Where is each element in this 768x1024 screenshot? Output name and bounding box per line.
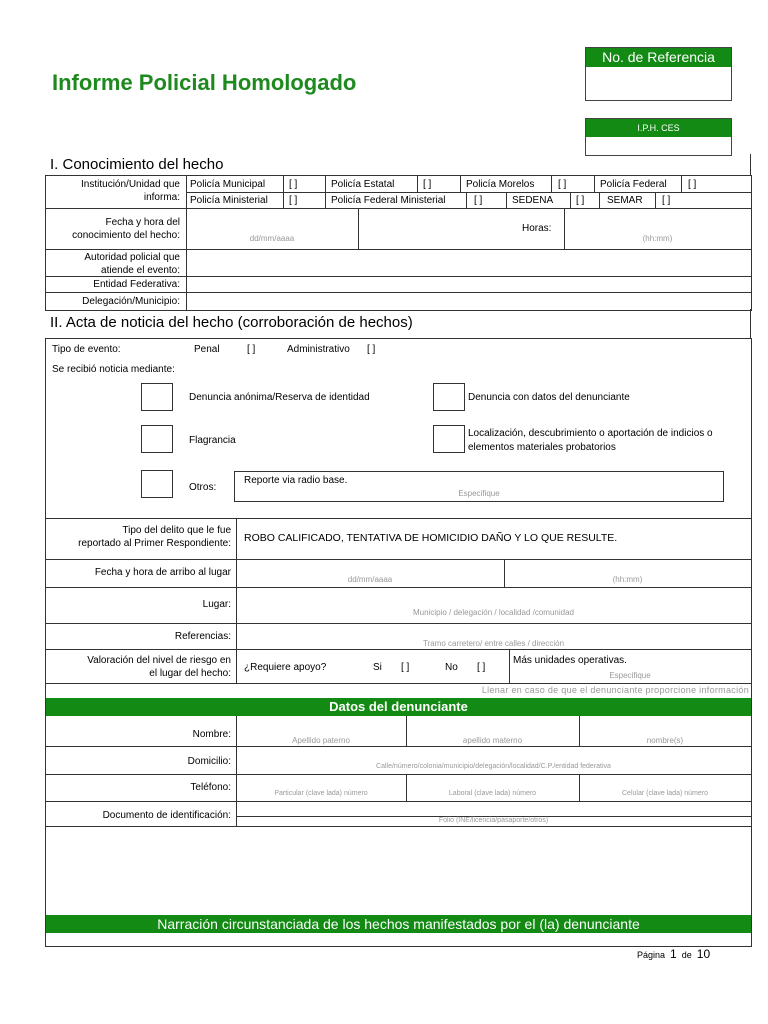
documento-label: Documento de identificación: xyxy=(102,810,231,821)
option-administrativo: Administrativo xyxy=(287,344,350,355)
domicilio-hint[interactable]: Calle/número/colonia/municipio/delegación/localidad/C.P./entidad federativa xyxy=(376,763,611,770)
iph-ces-box[interactable] xyxy=(585,118,732,156)
iph-ces-label: I.P.H. CES xyxy=(586,119,731,137)
flagrancia-label: Flagrancia xyxy=(189,435,236,446)
checkbox-otros[interactable] xyxy=(141,470,173,498)
horas-label: Horas: xyxy=(522,223,552,234)
option-no: No xyxy=(445,662,458,673)
denunciante-heading: Datos del denunciante xyxy=(46,698,751,716)
tipo-delito-value[interactable]: ROBO CALIFICADO, TENTATIVA DE HOMICIDIO DAÑO Y LO QUE RESULTE. xyxy=(244,532,618,544)
entidad-label: Entidad Federativa: xyxy=(93,279,180,290)
option-policia-morelos: Policía Morelos xyxy=(466,179,535,190)
tel-laboral-hint[interactable]: Laboral (clave lada) número xyxy=(448,790,537,797)
tel-particular-hint[interactable]: Particular (clave lada) número xyxy=(274,790,368,797)
option-semar: SEMAR xyxy=(607,195,643,206)
autoridad-label: Autoridad policial que atiende el evento: xyxy=(84,252,180,276)
tel-celular-hint[interactable]: Celular (clave lada) número xyxy=(622,790,708,797)
checkbox-policia-estatal[interactable]: [ ] xyxy=(423,179,432,190)
checkbox-denuncia-datos[interactable] xyxy=(433,383,465,411)
option-penal: Penal xyxy=(194,344,220,355)
tipo-evento-label: Tipo de evento: xyxy=(52,344,121,355)
reference-number-box[interactable] xyxy=(585,47,732,101)
checkbox-no[interactable]: [ ] xyxy=(477,662,486,673)
arribo-label: Fecha y hora de arribo al lugar xyxy=(94,567,231,578)
requiere-apoyo-label: ¿Requiere apoyo? xyxy=(244,662,327,673)
checkbox-policia-federal[interactable]: [ ] xyxy=(688,179,697,190)
referencias-hint[interactable]: Tramo carretero/ entre calles / dirección xyxy=(422,639,565,648)
section-1-table xyxy=(45,175,752,311)
localizacion-label: Localización, descubrimiento o aportación de indicios o elementos materiales probatorios xyxy=(468,428,713,453)
checkbox-policia-ministerial[interactable]: [ ] xyxy=(289,195,298,206)
checkbox-administrativo[interactable]: [ ] xyxy=(367,344,376,355)
arribo-time-hint[interactable]: (hh:mm) xyxy=(612,575,643,584)
institucion-label: Institución/Unidad que informa: xyxy=(81,179,180,203)
mas-unidades-hint: Especifique xyxy=(609,671,651,680)
option-policia-federal: Policía Federal xyxy=(600,179,667,190)
domicilio-label: Domicilio: xyxy=(187,756,231,767)
option-sedena: SEDENA xyxy=(512,195,554,206)
tipo-delito-label: Tipo del delito que le fue reportado al Primer Respondiente: xyxy=(78,525,231,549)
referencias-label: Referencias: xyxy=(174,631,231,642)
apellido-paterno-hint[interactable]: Apellido paterno xyxy=(292,736,350,745)
checkbox-policia-municipal[interactable]: [ ] xyxy=(289,179,298,190)
fecha-conocimiento-hint[interactable]: dd/mm/aaaa xyxy=(249,234,295,243)
narracion-heading: Narración circunstanciada de los hechos manifestados por el (la) denunciante xyxy=(46,915,751,933)
page-number: Página 1 de 10 xyxy=(637,947,711,961)
checkbox-localizacion[interactable] xyxy=(433,425,465,453)
horas-hint[interactable]: (hh:mm) xyxy=(642,234,673,243)
checkbox-semar[interactable]: [ ] xyxy=(662,195,671,206)
mas-unidades-value[interactable]: Más unidades operativas. xyxy=(513,655,627,666)
checkbox-flagrancia[interactable] xyxy=(141,425,173,453)
checkbox-policia-federal-ministerial[interactable]: [ ] xyxy=(474,195,483,206)
checkbox-denuncia-anonima[interactable] xyxy=(141,383,173,411)
denuncia-anonima-label: Denuncia anónima/Reserva de identidad xyxy=(189,392,370,403)
option-policia-ministerial: Policía Ministerial xyxy=(190,195,268,206)
lugar-hint[interactable]: Municipio / delegación / localidad /comunidad xyxy=(413,608,574,617)
nombres-hint[interactable]: nombre(s) xyxy=(646,736,684,745)
option-policia-federal-ministerial: Policía Federal Ministerial xyxy=(331,195,446,206)
checkbox-sedena[interactable]: [ ] xyxy=(576,195,585,206)
otros-input[interactable] xyxy=(234,471,724,502)
section-2-heading: II. Acta de noticia del hecho (corroboración de hechos) xyxy=(50,314,413,331)
documento-hint[interactable]: Folio (INE/licencia/pasaporte/otros) xyxy=(438,817,549,824)
lugar-label: Lugar: xyxy=(202,599,231,610)
otros-label: Otros: xyxy=(189,482,217,493)
option-si: Si xyxy=(373,662,382,673)
valoracion-label: Valoración del nivel de riesgo en el lugar del hecho: xyxy=(87,655,231,679)
option-policia-municipal: Policía Municipal xyxy=(190,179,266,190)
arribo-date-hint[interactable]: dd/mm/aaaa xyxy=(347,575,393,584)
checkbox-si[interactable]: [ ] xyxy=(401,662,410,673)
checkbox-penal[interactable]: [ ] xyxy=(247,344,256,355)
section-2-form xyxy=(45,338,752,947)
otros-value: Reporte via radio base. xyxy=(244,475,348,486)
apellido-materno-hint[interactable]: apellido materno xyxy=(462,736,523,745)
checkbox-policia-morelos[interactable]: [ ] xyxy=(558,179,567,190)
reference-number-label: No. de Referencia xyxy=(586,48,731,67)
denuncia-datos-label: Denuncia con datos del denunciante xyxy=(468,392,630,403)
telefono-label: Teléfono: xyxy=(190,782,231,793)
delegacion-label: Delegación/Municipio: xyxy=(82,296,180,307)
nombre-label: Nombre: xyxy=(192,729,231,740)
otros-hint: Especifique xyxy=(458,489,500,498)
option-policia-estatal: Policía Estatal xyxy=(331,179,395,190)
page-title: Informe Policial Homologado xyxy=(52,70,357,95)
se-recibio-label: Se recibió noticia mediante: xyxy=(52,364,175,375)
llenar-note: Llenar en caso de que el denunciante proporcione información xyxy=(481,685,749,695)
section-1-heading: I. Conocimiento del hecho xyxy=(50,156,224,173)
fecha-conocimiento-label: Fecha y hora del conocimiento del hecho: xyxy=(72,217,180,241)
